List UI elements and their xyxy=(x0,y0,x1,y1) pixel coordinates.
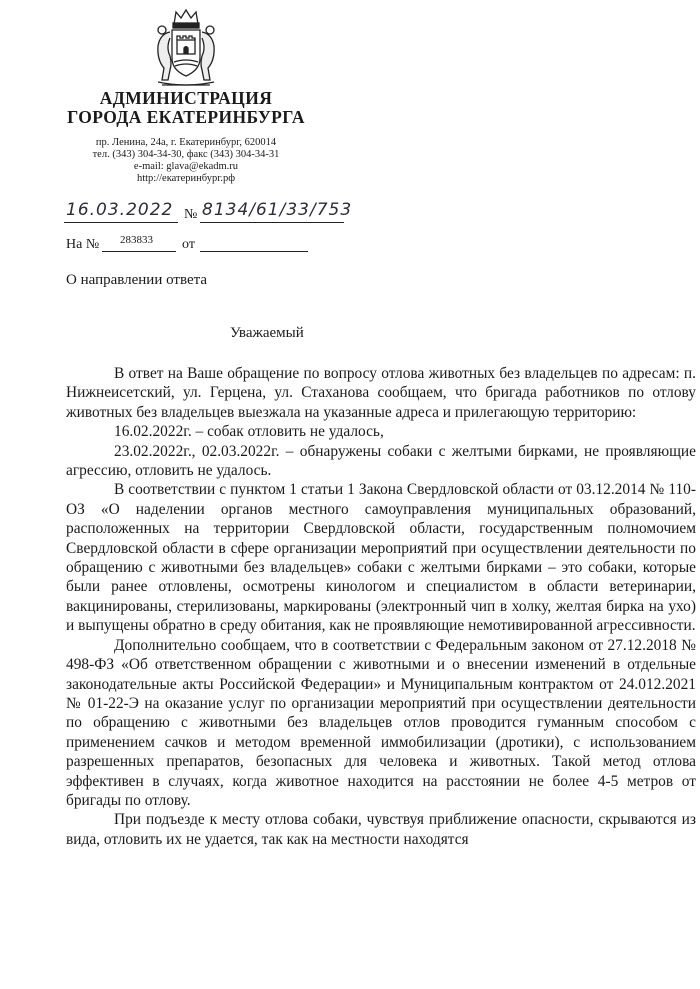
registration-number: 8134/61/33/753 xyxy=(202,200,353,220)
coat-of-arms-icon xyxy=(152,8,220,88)
reference-underline xyxy=(102,251,176,252)
paragraph-intro: В ответ на Ваше обращение по вопросу отлова животных без владельцев по адресам: п. Нижнеисетский, ул. Герцена, ул. Стаханова сообщаем, что бригада работников по отлову животных без владельцев выезжала на указанные адреса и прилегающую территорию: xyxy=(66,365,696,421)
paragraph-date-2: 23.02.2022г., 02.03.2022г. – обнаружены собаки с желтыми бирками, не проявляющие агрессию, отловить не удалось. xyxy=(66,442,696,480)
letter-body xyxy=(66,364,696,849)
reference-number: 283833 xyxy=(120,234,153,246)
date-underline xyxy=(64,222,178,223)
reference-label: На № xyxy=(66,237,100,252)
phone-fax: тел. (343) 304-34-30, факс (343) 304-34-31 xyxy=(92,149,280,160)
letter-subject: О направлении ответа xyxy=(66,272,208,288)
postal-address: пр. Ленина, 24а, г. Екатеринбург, 620014 xyxy=(95,137,277,148)
org-name-line2: ГОРОДА ЕКАТЕРИНБУРГА xyxy=(67,107,305,127)
website-address: http://екатеринбург.рф xyxy=(136,173,236,184)
paragraph-federal-law: Дополнительно сообщаем, что в соответствии с Федеральным законом от 27.12.2018 № 498-ФЗ «Об ответственном обращении с животными и о внесении изменений в отдельные законодательные акты Российской Федерации» и Муниципальным контрактом от 24.012.2021 № 01-22-Э на оказание услуг по организации мероприятий при осуществлении деятельности по обращению с животными без владельцев отлов проводится гуманным способом с применением сачков и методом временной иммобилизации (дротики), с использованием разрешенных препаратов, безопасных для человека и животных. Такой метод отлова эффективен в случаях, когда животное находится на расстоянии не более 4-5 метров от бригады по отлову. xyxy=(66,636,696,809)
org-name-line1: АДМИНИСТРАЦИЯ xyxy=(99,88,273,108)
email-address: e-mail: glava@ekadm.ru xyxy=(133,161,239,172)
number-underline xyxy=(200,222,344,223)
reference-date-underline xyxy=(200,251,308,252)
number-sign: № xyxy=(184,207,198,222)
paragraph-law-reference: В соответствии с пунктом 1 статьи 1 Закона Свердловской области от 03.12.2014 № 110-ОЗ «О наделении органов местного самоуправления муниципальных образований, расположенных на территории Свердловской области, государственным полномочием Свердловской области в сфере организации мероприятий при осуществлении деятельности по обращению с животными без владельцев» собаки с желтыми бирками – это собаки, которые были ранее отловлены, осмотрены кинологом и специалистом в области ветеринарии, вакцинированы, стерилизованы, маркированы (электронный чип в холку, желтая бирка на ухо) и выпущены обратно в среду обитания, как не проявляющие немотивированной агрессивности. xyxy=(66,481,696,635)
reference-from-label: от xyxy=(182,237,195,252)
paragraph-conclusion: При подъезде к месту отлова собаки, чувствуя приближение опасности, скрываются из вида, отловить их не удается, так как на местности находятся xyxy=(66,811,696,848)
letter-greeting: Уважаемый xyxy=(230,325,304,341)
paragraph-date-1: 16.02.2022г. – собак отловить не удалось, xyxy=(114,423,384,441)
registration-date: 16.03.2022 xyxy=(66,200,174,220)
